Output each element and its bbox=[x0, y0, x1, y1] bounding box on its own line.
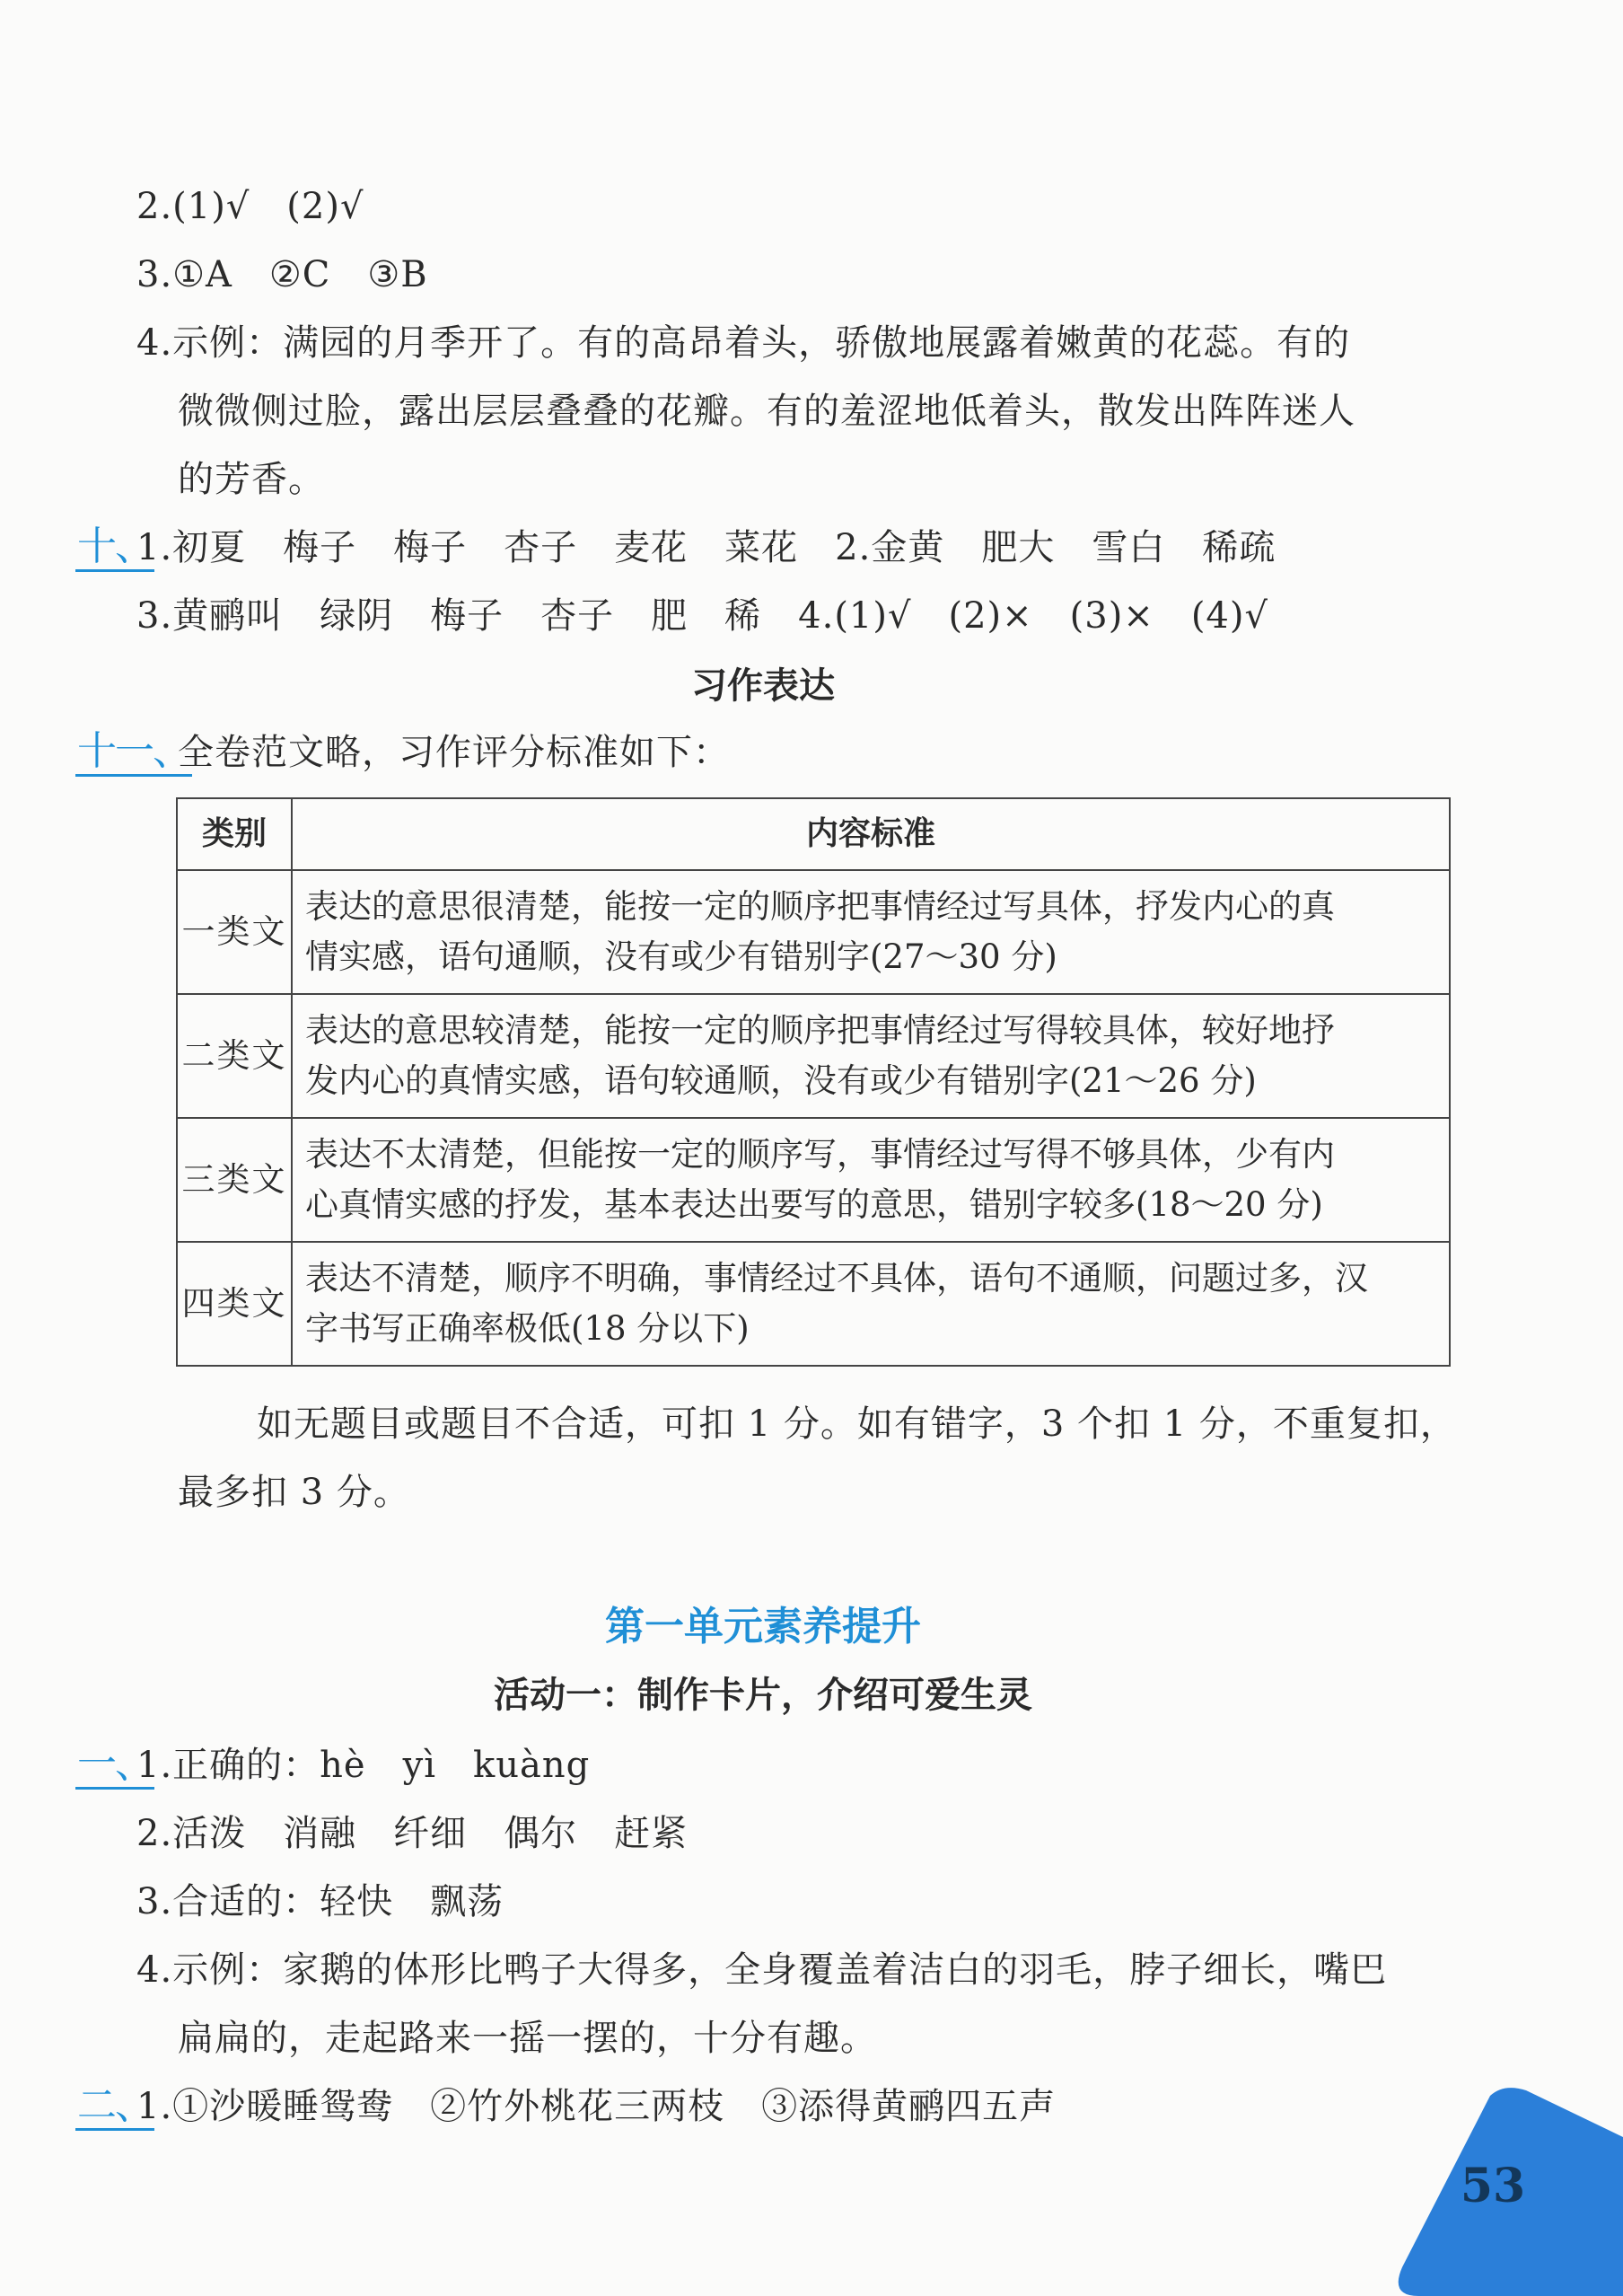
answer-line: 1.①沙暖睡鸳鸯 ②竹外桃花三两枝 ③添得黄鹂四五声 bbox=[136, 2086, 1057, 2127]
description-line: 字书写正确率极低(18 分以下) bbox=[305, 1309, 750, 1348]
table-cell-description bbox=[292, 1118, 1450, 1242]
answer-line: 3.黄鹂叫 绿阴 梅子 杏子 肥 稀 4.(1)√ (2)× (3)× (4)√ bbox=[136, 595, 1268, 637]
table-cell-category: 四类文 bbox=[177, 1242, 292, 1366]
table-cell-category: 二类文 bbox=[177, 994, 292, 1118]
section-marker: 十一、 bbox=[75, 729, 192, 777]
table-cell-description bbox=[292, 1242, 1450, 1366]
answer-line: 1.初夏 梅子 梅子 杏子 麦花 菜花 2.金黄 肥大 雪白 稀疏 bbox=[136, 527, 1276, 568]
page-number: 53 bbox=[1460, 2159, 1526, 2213]
note-line: 最多扣 3 分。 bbox=[178, 1472, 410, 1513]
table-cell-category: 三类文 bbox=[177, 1118, 292, 1242]
scoring-table bbox=[176, 797, 1451, 1367]
table-header-content: 内容标准 bbox=[292, 798, 1450, 870]
table-row bbox=[177, 870, 1450, 994]
table-header-category: 类别 bbox=[177, 798, 292, 870]
answer-line: 2.(1)√ (2)√ bbox=[136, 186, 364, 227]
table-header-row bbox=[177, 798, 1450, 870]
answer-line: 的芳香。 bbox=[178, 459, 325, 500]
section-title: 习作表达 bbox=[691, 665, 835, 707]
description-line: 情实感，语句通顺，没有或少有错别字(27～30 分) bbox=[305, 937, 1057, 976]
description-line: 表达的意思较清楚，能按一定的顺序把事情经过写得较具体，较好地抒 bbox=[305, 1011, 1335, 1050]
section-marker: 二、 bbox=[75, 2083, 154, 2131]
answer-line: 4.示例：家鹅的体形比鸭子大得多，全身覆盖着洁白的羽毛，脖子细长，嘴巴 bbox=[136, 1949, 1388, 1991]
section-marker: 十、 bbox=[75, 524, 154, 572]
description-line: 表达的意思很清楚，能按一定的顺序把事情经过写具体，抒发内心的真 bbox=[305, 887, 1335, 926]
section-marker: 一、 bbox=[75, 1742, 154, 1790]
answer-line: 全卷范文略，习作评分标准如下： bbox=[178, 732, 730, 773]
answer-line: 2.活泼 消融 纤细 偶尔 赶紧 bbox=[136, 1813, 689, 1854]
description-line: 表达不太清楚，但能按一定的顺序写，事情经过写得不够具体，少有内 bbox=[305, 1135, 1335, 1174]
table-row bbox=[177, 1242, 1450, 1366]
answer-line: 3.合适的：轻快 飘荡 bbox=[136, 1881, 504, 1922]
table-row bbox=[177, 994, 1450, 1118]
description-line: 心真情实感的抒发，基本表达出要写的意思，错别字较多(18～20 分) bbox=[305, 1185, 1323, 1224]
answer-line: 扁扁的，走起路来一摇一摆的，十分有趣。 bbox=[178, 2018, 877, 2059]
unit-title: 第一单元素养提升 bbox=[605, 1604, 921, 1649]
note-line: 如无题目或题目不合适，可扣 1 分。如有错字，3 个扣 1 分，不重复扣， bbox=[257, 1403, 1457, 1445]
activity-title: 活动一：制作卡片，介绍可爱生灵 bbox=[494, 1675, 1032, 1716]
description-line: 发内心的真情实感，语句较通顺，没有或少有错别字(21～26 分) bbox=[305, 1061, 1257, 1100]
table-row bbox=[177, 1118, 1450, 1242]
answer-line: 微微侧过脸，露出层层叠叠的花瓣。有的羞涩地低着头，散发出阵阵迷人 bbox=[178, 391, 1355, 432]
description-line: 表达不清楚，顺序不明确，事情经过不具体，语句不通顺，问题过多，汉 bbox=[305, 1259, 1368, 1298]
table-cell-description bbox=[292, 870, 1450, 994]
answer-line: 4.示例：满园的月季开了。有的高昂着头，骄傲地展露着嫩黄的花蕊。有的 bbox=[136, 322, 1351, 364]
table-cell-category: 一类文 bbox=[177, 870, 292, 994]
table-cell-description bbox=[292, 994, 1450, 1118]
answer-line: 1.正确的：hè yì kuàng bbox=[136, 1745, 591, 1786]
answer-line: 3.①A ②C ③B bbox=[136, 254, 428, 295]
